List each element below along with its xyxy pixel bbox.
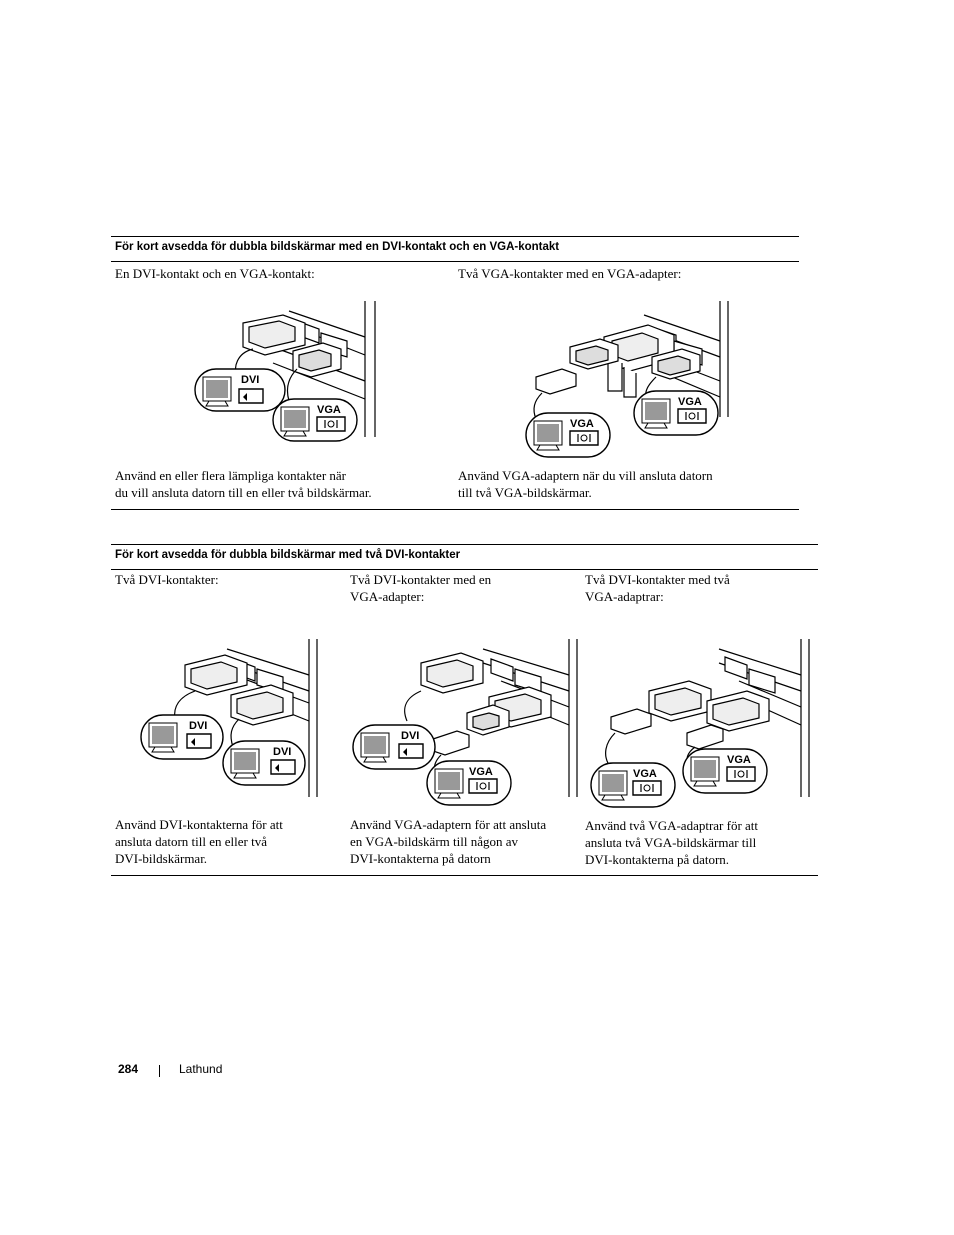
heading-line: VGA-adaptrar: — [585, 589, 664, 604]
section-title: För kort avsedda för dubbla bildskärmar med två DVI-kontakter — [115, 549, 461, 561]
connector-illustration — [193, 297, 379, 447]
badge-label: VGA — [633, 768, 657, 780]
monitor-badge-1 — [141, 715, 223, 759]
caption-line: Använd en eller flera lämpliga kontakter när — [115, 468, 347, 483]
monitor-badge-1 — [526, 413, 610, 457]
badge-label: VGA — [727, 754, 751, 766]
badge-label: VGA — [570, 418, 594, 430]
cell-heading — [458, 265, 681, 282]
caption-line: Använd VGA-adaptern för att ansluta — [350, 817, 547, 832]
caption-line: Använd VGA-adaptern när du vill ansluta datorn — [458, 468, 713, 483]
cell-heading-2 — [350, 571, 491, 605]
caption-line: DVI-bildskärmar. — [115, 851, 208, 866]
monitor-badge-2 — [273, 399, 357, 441]
badge-label: VGA — [678, 396, 702, 408]
section-title: För kort avsedda för dubbla bildskärmar med en DVI-kontakt och en VGA-kontakt — [115, 241, 560, 253]
cell-caption-3 — [585, 817, 758, 868]
heading-line: Två VGA-kontakter med en VGA-adapter: — [458, 266, 682, 281]
caption-line: Använd DVI-kontakterna för att — [115, 817, 283, 832]
monitor-badge-1 — [353, 725, 435, 769]
connector-illustration-1 — [139, 637, 319, 799]
cell-heading-1 — [115, 571, 219, 588]
heading-line: Två DVI-kontakter med två — [585, 572, 730, 587]
section-two-dvi — [111, 544, 818, 876]
cell-caption-1 — [115, 816, 283, 867]
caption-line: Använd två VGA-adaptrar för att — [585, 818, 759, 833]
heading-line: VGA-adapter: — [350, 589, 425, 604]
connector-illustration — [524, 297, 730, 461]
cell-caption-1 — [115, 467, 372, 501]
badge-label: DVI — [241, 374, 260, 386]
connector-illustration-3 — [589, 637, 811, 809]
caption-line: DVI-kontakterna på datorn — [350, 851, 491, 866]
badge-label: DVI — [273, 746, 292, 758]
badge-label: DVI — [401, 730, 420, 742]
monitor-badge-2 — [634, 391, 718, 435]
title-divider — [111, 569, 818, 570]
cell-caption-2 — [350, 816, 546, 867]
monitor-badge-2 — [223, 741, 305, 785]
caption-line: en VGA-bildskärm till någon av — [350, 834, 519, 849]
footer-title: Lathund — [179, 1062, 223, 1076]
monitor-badge-2 — [427, 761, 511, 805]
title-divider — [111, 261, 799, 262]
cell-heading — [115, 265, 315, 282]
badge-label: VGA — [469, 766, 493, 778]
section-dvi-vga — [111, 236, 799, 510]
monitor-badge-1 — [195, 369, 285, 411]
caption-line: ansluta datorn till en eller två — [115, 834, 267, 849]
cell-caption-2 — [458, 467, 713, 501]
connector-illustration-2 — [351, 637, 579, 807]
caption-line: DVI-kontakterna på datorn. — [585, 852, 730, 867]
monitor-badge-1 — [591, 763, 675, 807]
badge-label: VGA — [317, 404, 341, 416]
heading-line: Två DVI-kontakter: — [115, 572, 219, 587]
badge-label: DVI — [189, 720, 208, 732]
caption-line: ansluta två VGA-bildskärmar till — [585, 835, 757, 850]
caption-line: du vill ansluta datorn till en eller två bildskärmar. — [115, 485, 372, 500]
heading-line: En DVI-kontakt och en VGA-kontakt: — [115, 266, 315, 281]
heading-line: Två DVI-kontakter med en — [350, 572, 492, 587]
cell-heading-3 — [585, 571, 730, 605]
caption-line: till två VGA-bildskärmar. — [458, 485, 592, 500]
page-number: 284 — [118, 1062, 139, 1076]
monitor-badge-2 — [683, 749, 767, 793]
footer-separator — [159, 1065, 160, 1077]
